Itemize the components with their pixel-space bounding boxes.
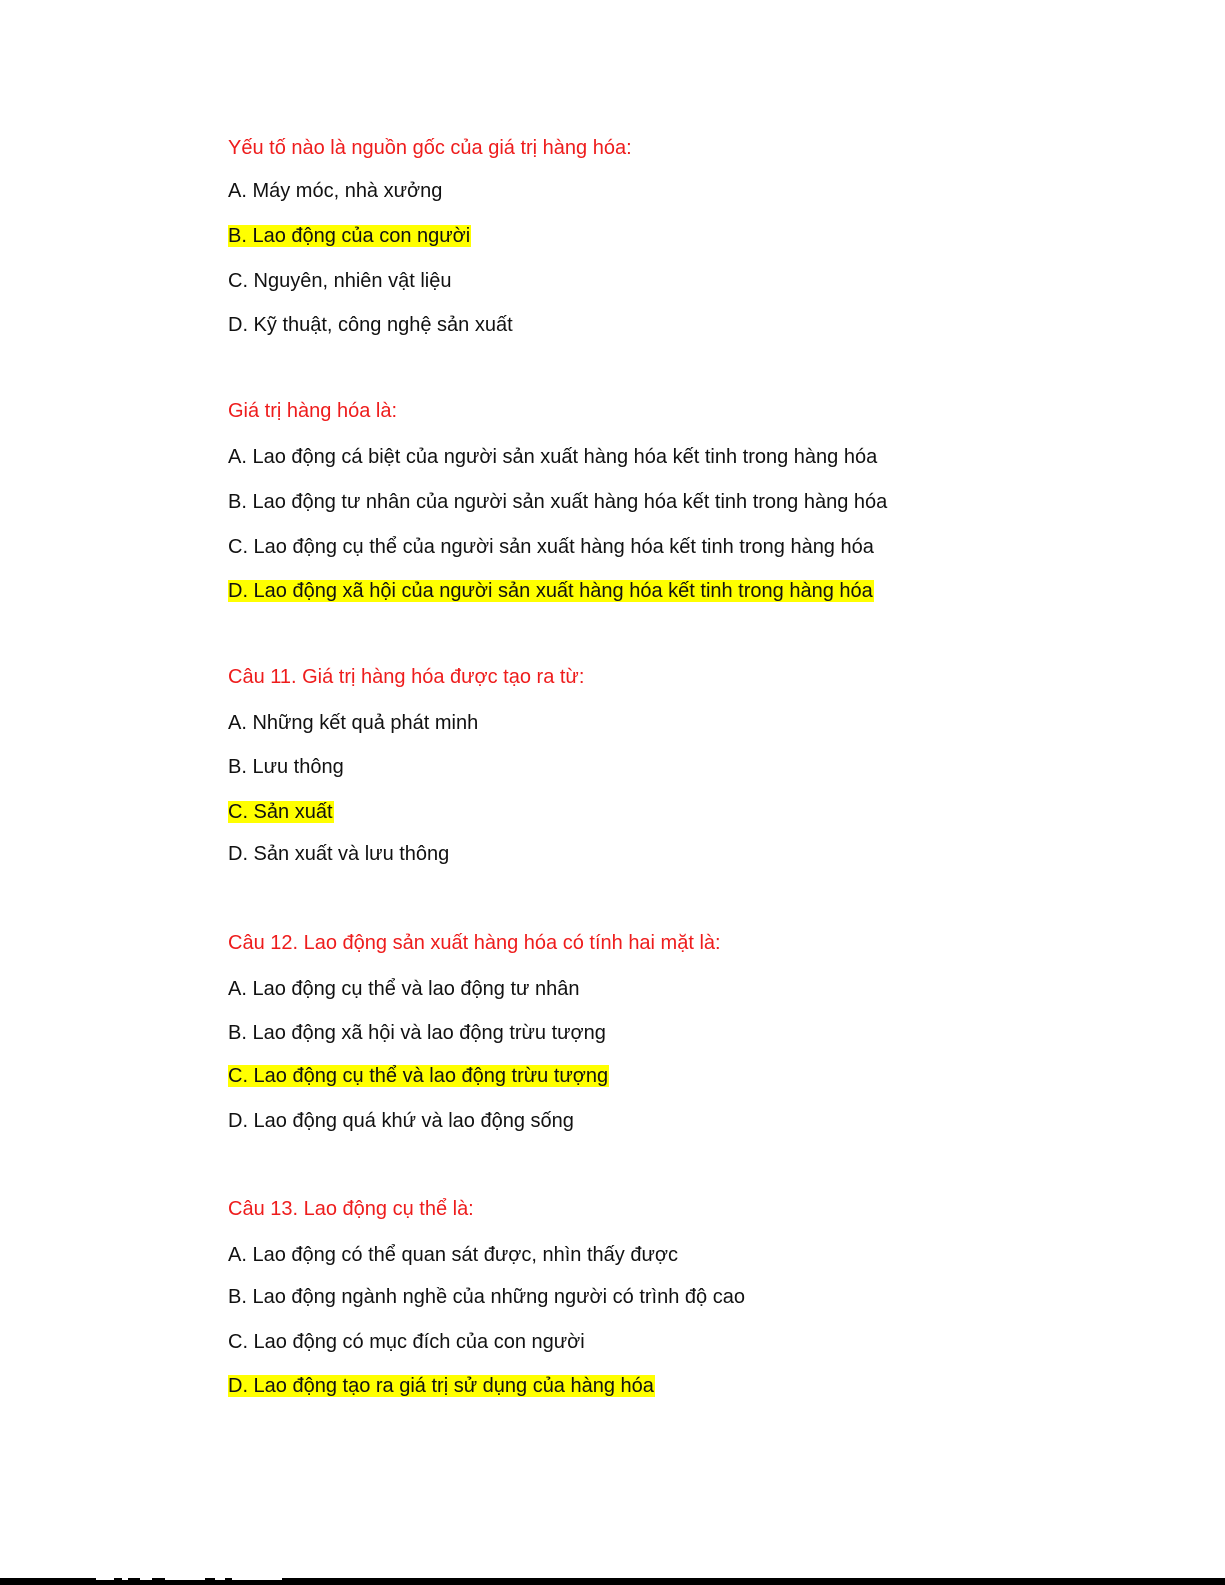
edge-speck: [165, 1578, 205, 1580]
question-3-option-d: D. Sản xuất và lưu thông: [228, 843, 450, 865]
question-4-text: Câu 12. Lao động sản xuất hàng hóa có tính hai mặt là:: [228, 932, 721, 954]
answer-highlight: C. Sản xuất: [228, 801, 333, 823]
edge-speck: [96, 1578, 114, 1580]
question-1-option-c: C. Nguyên, nhiên vật liệu: [228, 270, 452, 292]
question-5-option-a: A. Lao động có thể quan sát được, nhìn thấy được: [228, 1244, 678, 1266]
question-1-option-b: [228, 222, 471, 250]
question-3-option-b: B. Lưu thông: [228, 756, 344, 778]
question-2-option-c: C. Lao động cụ thể của người sản xuất hàng hóa kết tinh trong hàng hóa: [228, 536, 874, 558]
edge-speck: [122, 1578, 128, 1580]
edge-speck: [215, 1578, 225, 1580]
answer-highlight: C. Lao động cụ thể và lao động trừu tượng: [228, 1065, 609, 1087]
question-1-option-a: A. Máy móc, nhà xưởng: [228, 180, 443, 202]
question-5-text: Câu 13. Lao động cụ thể là:: [228, 1198, 474, 1220]
answer-highlight: D. Lao động xã hội của người sản xuất hàng hóa kết tinh trong hàng hóa: [228, 580, 873, 602]
question-1-option-d: D. Kỹ thuật, công nghệ sản xuất: [228, 314, 513, 336]
question-2-option-b: B. Lao động tư nhân của người sản xuất hàng hóa kết tinh trong hàng hóa: [228, 491, 888, 513]
question-4-option-d: D. Lao động quá khứ và lao động sống: [228, 1110, 574, 1132]
edge-speck: [140, 1578, 152, 1580]
answer-highlight: B. Lao động của con người: [228, 225, 471, 247]
question-4-option-c: [228, 1062, 609, 1090]
question-2-option-a: A. Lao động cá biệt của người sản xuất hàng hóa kết tinh trong hàng hóa: [228, 446, 878, 468]
question-5-option-d: [228, 1372, 655, 1400]
question-2-option-d: [228, 577, 874, 605]
question-4-option-b: B. Lao động xã hội và lao động trừu tượng: [228, 1022, 606, 1044]
question-3-text: Câu 11. Giá trị hàng hóa được tạo ra từ:: [228, 666, 585, 688]
question-2-text: Giá trị hàng hóa là:: [228, 400, 397, 422]
question-1-text: Yếu tố nào là nguồn gốc của giá trị hàng hóa:: [228, 137, 632, 159]
page-bottom-edge: [0, 1578, 1225, 1585]
question-3-option-a: A. Những kết quả phát minh: [228, 712, 479, 734]
edge-speck: [232, 1578, 282, 1580]
question-5-option-c: C. Lao động có mục đích của con người: [228, 1331, 585, 1353]
question-5-option-b: B. Lao động ngành nghề của những người có trình độ cao: [228, 1286, 745, 1308]
question-4-option-a: A. Lao động cụ thể và lao động tư nhân: [228, 978, 580, 1000]
question-3-option-c: [228, 798, 334, 826]
answer-highlight: D. Lao động tạo ra giá trị sử dụng của hàng hóa: [228, 1375, 654, 1397]
